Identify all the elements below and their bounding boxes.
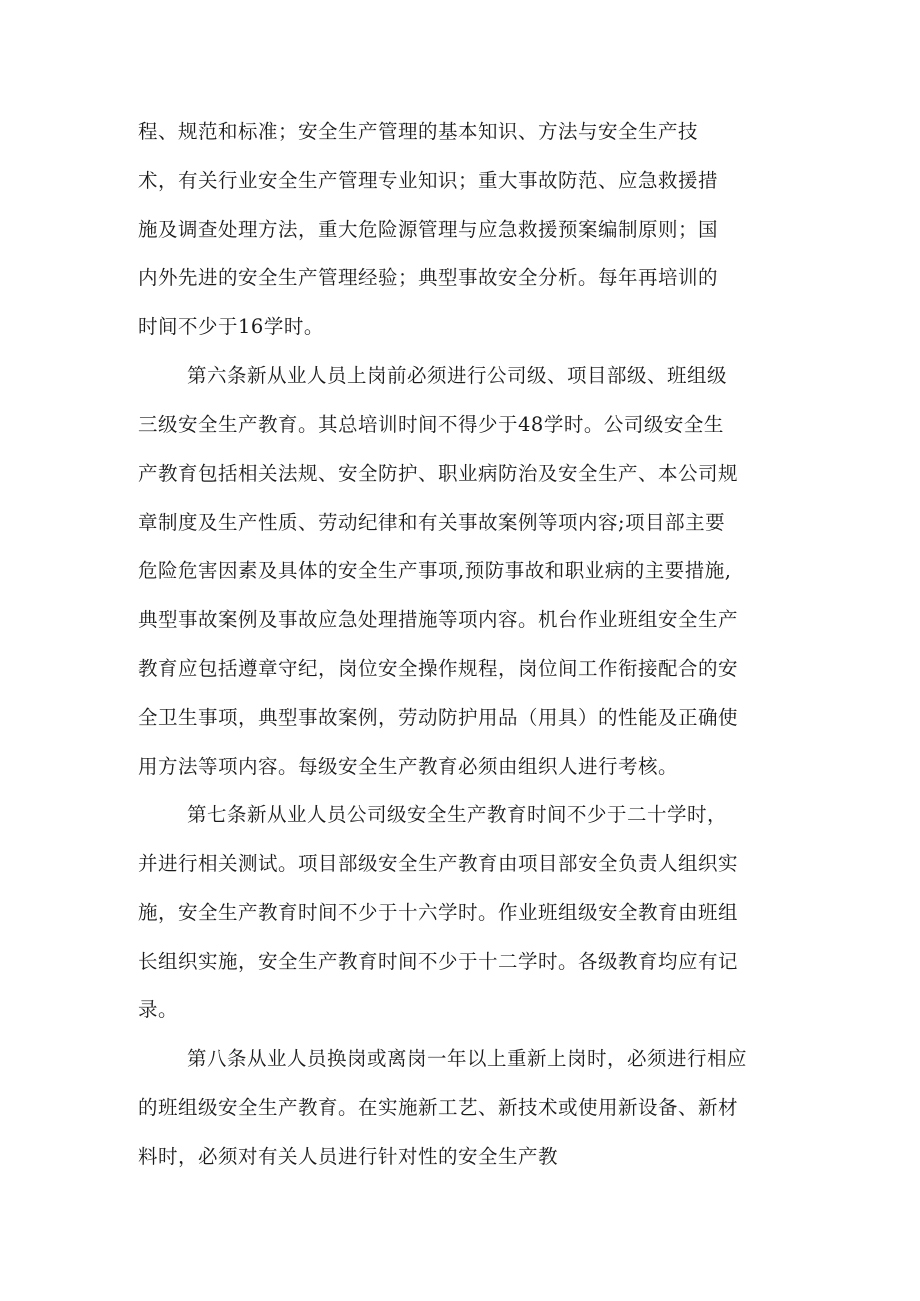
text-line: 程、规范和标准；安全生产管理的基本知识、方法与安全生产技: [138, 120, 699, 143]
text-line: 内外先进的安全生产管理经验；典型事故安全分析。每年再培训的: [138, 266, 719, 289]
text-line: 录。: [138, 998, 179, 1021]
text-line: 危险危害因素及具体的安全生产事项,预防事故和职业病的主要措施,: [138, 559, 732, 582]
text-line: 施，安全生产教育时间不少于十六学时。作业班组级安全教育由班组: [138, 901, 739, 924]
text-line: 的班组级安全生产教育。在实施新工艺、新技术或使用新设备、新材: [138, 1096, 739, 1119]
article-6-first-line: 第六条新从业人员上岗前必须进行公司级、项目部级、班组级: [187, 364, 728, 387]
text-line: 术，有关行业安全生产管理专业知识；重大事故防范、应急救援措: [138, 169, 719, 192]
article-8-first-line: 第八条从业人员换岗或离岗一年以上重新上岗时，必须进行相应: [187, 1047, 748, 1070]
text-line: 施及调查处理方法，重大危险源管理与应急救援预案编制原则；国: [138, 218, 719, 241]
text-line: 产教育包括相关法规、安全防护、职业病防治及安全生产、本公司规: [138, 462, 739, 485]
text-line: 时间不少于16学时。: [138, 315, 324, 338]
text-line: 并进行相关测试。项目部级安全生产教育由项目部安全负责人组织实: [138, 852, 739, 875]
text-line: 典型事故案例及事故应急处理措施等项内容。机台作业班组安全生产: [138, 608, 739, 631]
text-line: 全卫生事项，典型事故案例，劳动防护用品（用具）的性能及正确使: [138, 706, 739, 729]
text-line: 用方法等项内容。每级安全生产教育必须由组织人进行考核。: [138, 755, 679, 778]
text-line: 料时，必须对有关人员进行针对性的安全生产教: [138, 1145, 559, 1168]
text-line: 长组织实施，安全生产教育时间不少于十二学时。各级教育均应有记: [138, 950, 739, 973]
text-line: 章制度及生产性质、劳动纪律和有关事故案例等项内容;项目部主要: [138, 511, 726, 534]
text-line: 三级安全生产教育。其总培训时间不得少于48学时。公司级安全生: [138, 413, 724, 436]
text-line: 教育应包括遵章守纪，岗位安全操作规程，岗位间工作衔接配合的安: [138, 657, 739, 680]
article-7-first-line: 第七条新从业人员公司级安全生产教育时间不少于二十学时，: [187, 803, 728, 826]
